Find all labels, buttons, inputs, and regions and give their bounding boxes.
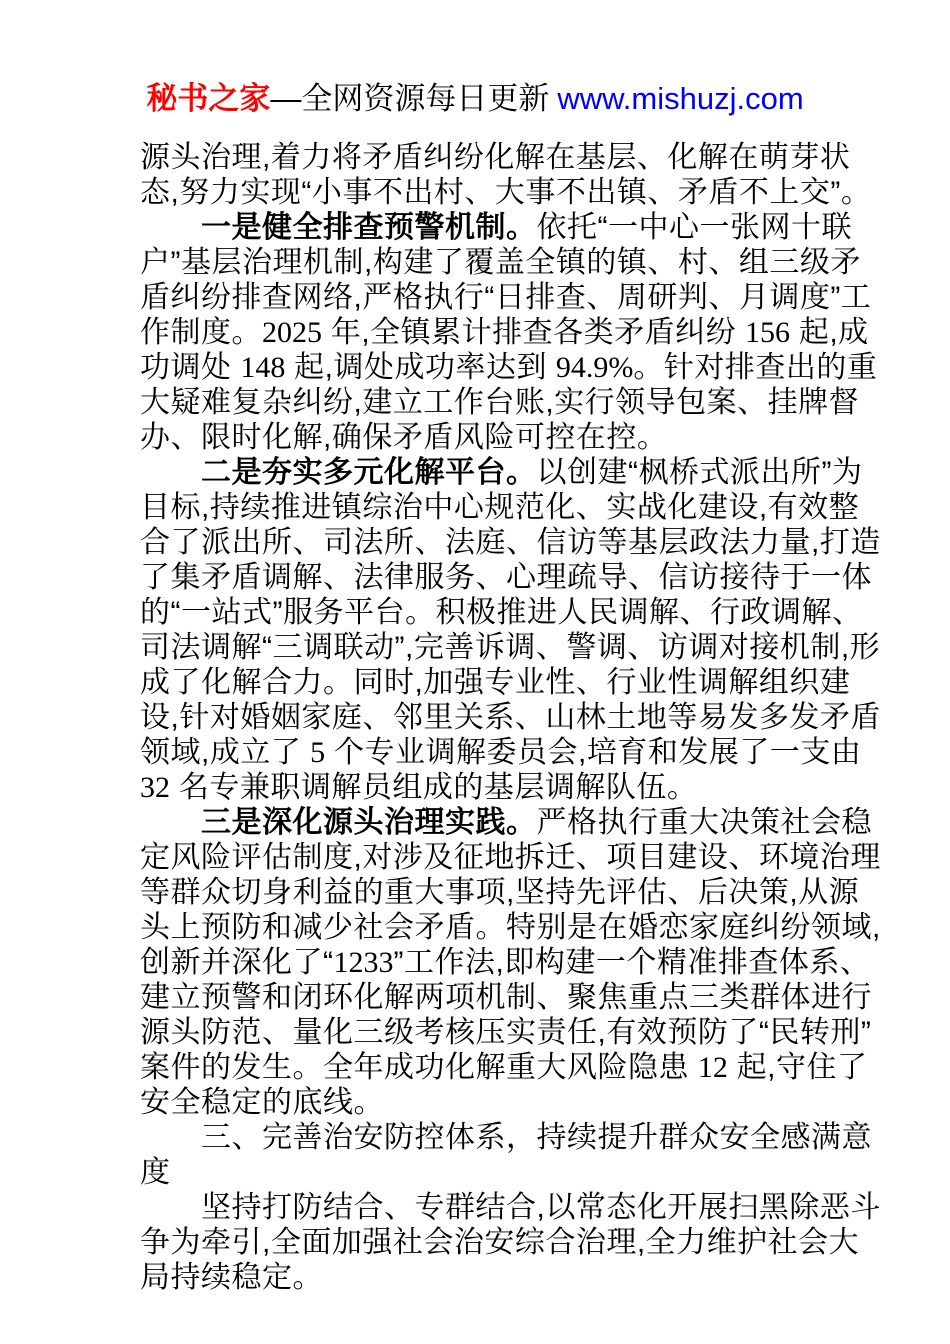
site-header: [0, 0, 950, 118]
numeric-value: 32: [140, 771, 170, 804]
numeric-value: 1233: [333, 946, 394, 979]
site-brand: 秘书之家: [146, 81, 271, 116]
numeric-value: 156: [745, 316, 791, 349]
document-body: [140, 140, 882, 1295]
numeric-value: 2025: [262, 316, 322, 349]
numeric-value: 94.9%: [555, 351, 634, 384]
paragraph-text: 以创建“枫桥式派出所”为目标,持续推进镇综治中心规范化、实战化建设,有效整合了派出所、司法所、法庭、信访等基层政法力量,打造了集矛盾调解、法律服务、心理疏导、信访接待于一体的“一站式”服务平台。积极推进人民调解、行政调解、司法调解“三调联动”,完善诉调、警调、访调对接机制,形成了化解合力。同时,加强专业性、行业性调解组织建设,针对婚姻家庭、邻里关系、山林土地等易发多发矛盾领域,成立了 5 个专业调解委员会,培育和发展了一支由 32 名专兼职调解员组成的基层调解队伍。: [140, 456, 881, 804]
paragraph-text: 坚持打防结合、专群结合,以常态化开展扫黑除恶斗争为牵引,全面加强社会治安综合治理,全力维护社会大局持续稳定。: [140, 1191, 881, 1294]
paragraph: [140, 1120, 882, 1190]
numeric-value: 5: [310, 736, 326, 769]
paragraph-lead: 三是深化源头治理实践。: [201, 806, 537, 839]
numeric-value: 148: [240, 351, 286, 384]
paragraph-lead: 二是夯实多元化解平台。: [201, 456, 537, 489]
paragraph-text: 三、完善治安防控体系，持续提升群众安全感满意度: [140, 1121, 872, 1189]
paragraph: [140, 1190, 882, 1295]
paragraph: [140, 210, 882, 455]
paragraph: [140, 455, 882, 805]
paragraph-text: 源头治理,着力将矛盾纠纷化解在基层、化解在萌芽状态,努力实现“小事不出村、大事不出镇、矛盾不上交”。: [140, 141, 872, 209]
paragraph-text: 依托“一中心一张网十联户”基层治理机制,构建了覆盖全镇的镇、村、组三级矛盾纠纷排查网络,严格执行“日排查、周研判、月调度”工作制度。2025 年,全镇累计排查各类矛盾纠纷 156 起,成功调处 148 起,调处成功率达到 94.9%。针对排查出的重大疑难复杂纠纷,建立工作台账,实行领导包案、挂牌督办、限时化解,确保矛盾风险可控在控。: [140, 211, 878, 454]
site-url-link[interactable]: www.mishuzj.com: [557, 81, 804, 116]
paragraph: [140, 140, 882, 210]
paragraph-lead: 一是健全排查预警机制。: [201, 211, 537, 244]
paragraph: [140, 805, 882, 1120]
site-tagline: 全网资源每日更新: [301, 81, 550, 116]
numeric-value: 12: [697, 1051, 728, 1084]
header-dash: —: [270, 81, 302, 116]
paragraph-text: 严格执行重大决策社会稳定风险评估制度,对涉及征地拆迁、项目建设、环境治理等群众切身利益的重大事项,坚持先评估、后决策,从源头上预防和减少社会矛盾。特别是在婚恋家庭纠纷领域,创新并深化了“1233”工作法,即构建一个精准排查体系、建立预警和闭环化解两项机制、聚焦重点三类群体进行源头防范、量化三级考核压实责任,有效预防了“民转刑”案件的发生。全年成功化解重大风险隐患 12 起,守住了安全稳定的底线。: [140, 806, 881, 1119]
